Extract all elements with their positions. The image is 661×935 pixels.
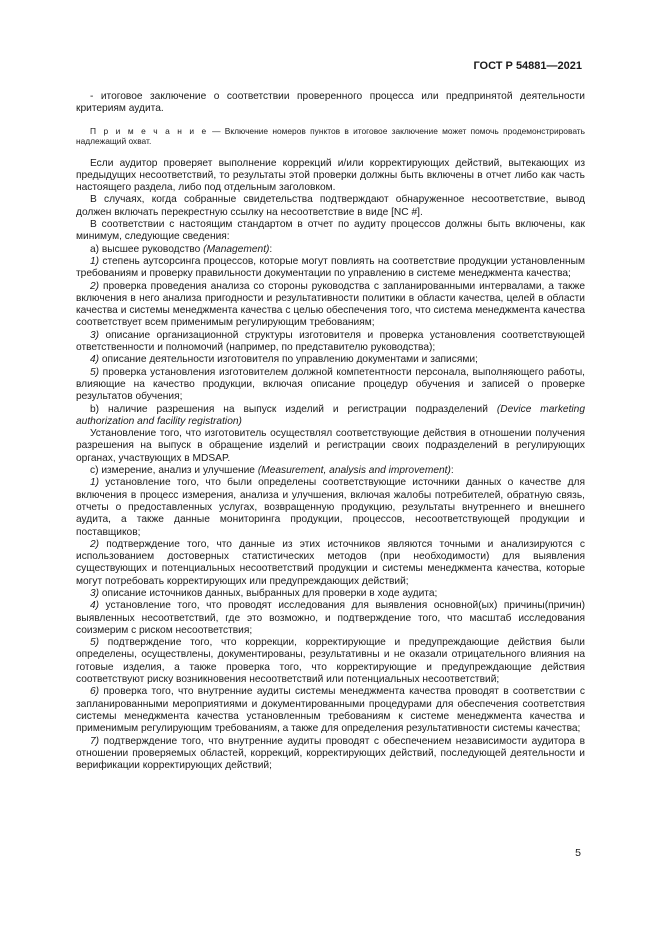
sub-item-number: 4) xyxy=(90,600,100,612)
sub-item xyxy=(76,256,585,281)
sub-item xyxy=(76,588,585,600)
list-item-text: b) наличие разрешения на выпуск изделий и регистрации подразделений xyxy=(90,403,497,415)
paragraph-text: Установление того, что изготовитель осуществлял соответствующие действия в отношении получения разрешения на выпуск в обращение изделий и регистрации своих подразделений в регулирующих органах, участвующих в MDSAP. xyxy=(76,428,585,464)
paragraph xyxy=(76,194,585,219)
sub-item-text: описание деятельности изготовителя по управлению документами и записями; xyxy=(99,354,478,366)
page-content xyxy=(76,91,585,772)
sub-item-text: проверка установления изготовителем должной компетентности персонала, выполняющего работы, влияющие на качество продукции, включая описание процедур обучения и записей о проверке результатов обучения; xyxy=(76,366,585,403)
sub-item xyxy=(76,637,585,686)
sub-item-number: 7) xyxy=(90,735,100,747)
sub-item-text: установление того, что проводят исследования для выявления основной(ых) причины(причин) выявленных несоответствий, где это возможно, и подтверждение того, что масштаб исследования соизмерим с риском несоответствия; xyxy=(76,600,585,636)
paragraph-text: В случаях, когда собранные свидетельства подтверждают обнаруженное несоответствие, вывод должен включать перекрестную ссылку на несоответствие в виде [NC #]. xyxy=(76,194,585,218)
sub-item-number: 2) xyxy=(90,280,100,292)
list-item-punct: : xyxy=(450,465,454,477)
sub-item-number: 2) xyxy=(90,538,100,550)
sub-item-number: 1) xyxy=(90,255,100,267)
sub-item-text: проверка того, что внутренние аудиты системы менеджмента качества проводят в соответствии с запланированными мероприятиями и документированными процедурами для обеспечения соответствия системы менеджмента качества установленным требованиям к системе менеджмента качества и применимым регулирующим требованиям, а также для определения результативности системы качества; xyxy=(76,686,585,735)
paragraph xyxy=(76,219,585,244)
list-item-text: а) высшее руководство xyxy=(90,243,204,255)
sub-item-text: подтверждение того, что коррекции, корректирующие и предупреждающие действия были определены, осуществлены, документированы, результативны и не оказали отрицательного влияния на готовые изделия, а также проверка того, что корректирующие и предупреждающие действия соответствуют риску возникновения несоответствий или потенциальных несоответствий; xyxy=(76,637,585,686)
sub-item-text: степень аутсорсинга процессов, которые могут повлиять на соответствие продукции установленным требованиям и проверку правильности документации по управлению в системе менеджмента качества; xyxy=(76,255,585,280)
sub-item-text: установление того, что были определены соответствующие источники данных о качестве для включения в процесс измерения, анализа и улучшения, включая жалобы потребителей, обратную связь, отчеты о предоставленных услугах, возвращенную продукцию, результаты внутреннего и внешнего аудита, а также данные мониторинга продукции, процессов, несоответствующей продукции и поставщиков; xyxy=(76,477,585,538)
note-paragraph xyxy=(76,126,585,147)
sub-item-number: 5) xyxy=(90,366,100,378)
sub-item-text: описание организационной структуры изготовителя и проверка установления соответствующей ответственности и полномочий (например, по представителю руководства); xyxy=(76,329,585,354)
list-item-c xyxy=(76,465,585,477)
sub-item-number: 1) xyxy=(90,477,100,489)
paragraph-text: Если аудитор проверяет выполнение коррекций и/или корректирующих действий, вытекающих из предыдущих несоответствий, то результаты этой проверки должны быть включены в отчет либо как часть настоящего раздела, либо под отдельным заголовком. xyxy=(76,157,585,194)
list-item-punct: : xyxy=(269,243,273,255)
list-item-text: с) измерение, анализ и улучшение xyxy=(90,465,258,477)
list-item-english: (Management) xyxy=(203,243,270,255)
sub-item xyxy=(76,367,585,404)
paragraph-text: В соответствии с настоящим стандартом в отчет по аудиту процессов должны быть включены, как минимум, следующие сведения: xyxy=(76,219,585,243)
sub-item xyxy=(76,354,585,366)
list-item-a xyxy=(76,244,585,256)
sub-item-number: 6) xyxy=(90,686,100,698)
sub-item xyxy=(76,330,585,355)
document-code: ГОСТ Р 54881—2021 xyxy=(473,60,582,72)
sub-item-number: 3) xyxy=(90,329,100,341)
paragraph xyxy=(76,91,585,116)
sub-item xyxy=(76,281,585,330)
paragraph-text: - итоговое заключение о соответствии проверенного процесса или предпринятой деятельности критериям аудита. xyxy=(76,91,585,115)
sub-item xyxy=(76,539,585,588)
sub-item xyxy=(76,736,585,773)
sub-item-text: подтверждение того, что данные из этих источников являются точными и анализируются с использованием достоверных статистических методов (при необходимости) для выявления существующих и потенциальных несоответствий продукции и системы менеджмента качества, которые могут потребовать корректирующих или предупреждающих действий; xyxy=(76,538,585,587)
sub-item-text: проверка проведения анализа со стороны руководства с запланированными интервалами, а также включения в него анализа пригодности и результативности политики в области качества, целей в области качества и системы менеджмента качества с целью обеспечения того, что система менеджмента качества соответствует всем применимым регулирующим требованиям; xyxy=(76,280,585,329)
sub-item-number: 4) xyxy=(90,354,100,366)
page-number: 5 xyxy=(575,847,581,859)
note-text: — Включение номеров пунктов в итоговое заключение может помочь продемонстрировать надлежащий охват. xyxy=(76,125,585,147)
sub-item-number: 3) xyxy=(90,587,100,599)
sub-item-text: описание источников данных, выбранных для проверки в ходе аудита; xyxy=(99,587,438,599)
list-item-b xyxy=(76,404,585,429)
list-item-english: (Measurement, analysis and improvement) xyxy=(257,465,451,477)
sub-item xyxy=(76,686,585,735)
sub-item xyxy=(76,600,585,637)
sub-item-number: 5) xyxy=(90,637,100,649)
sub-item xyxy=(76,477,585,538)
list-item-english: (Device marketing authorization and facility registration) xyxy=(76,403,586,427)
sub-item-text: подтверждение того, что внутренние аудиты проводят с обеспечением независимости аудитора в отношении проверяемых областей, коррекций, корректирующих действий, последующей деятельности и верификации корректирующих действий; xyxy=(76,735,585,772)
paragraph xyxy=(76,158,585,195)
note-label: П р и м е ч а н и е xyxy=(90,125,208,136)
paragraph xyxy=(76,428,585,465)
